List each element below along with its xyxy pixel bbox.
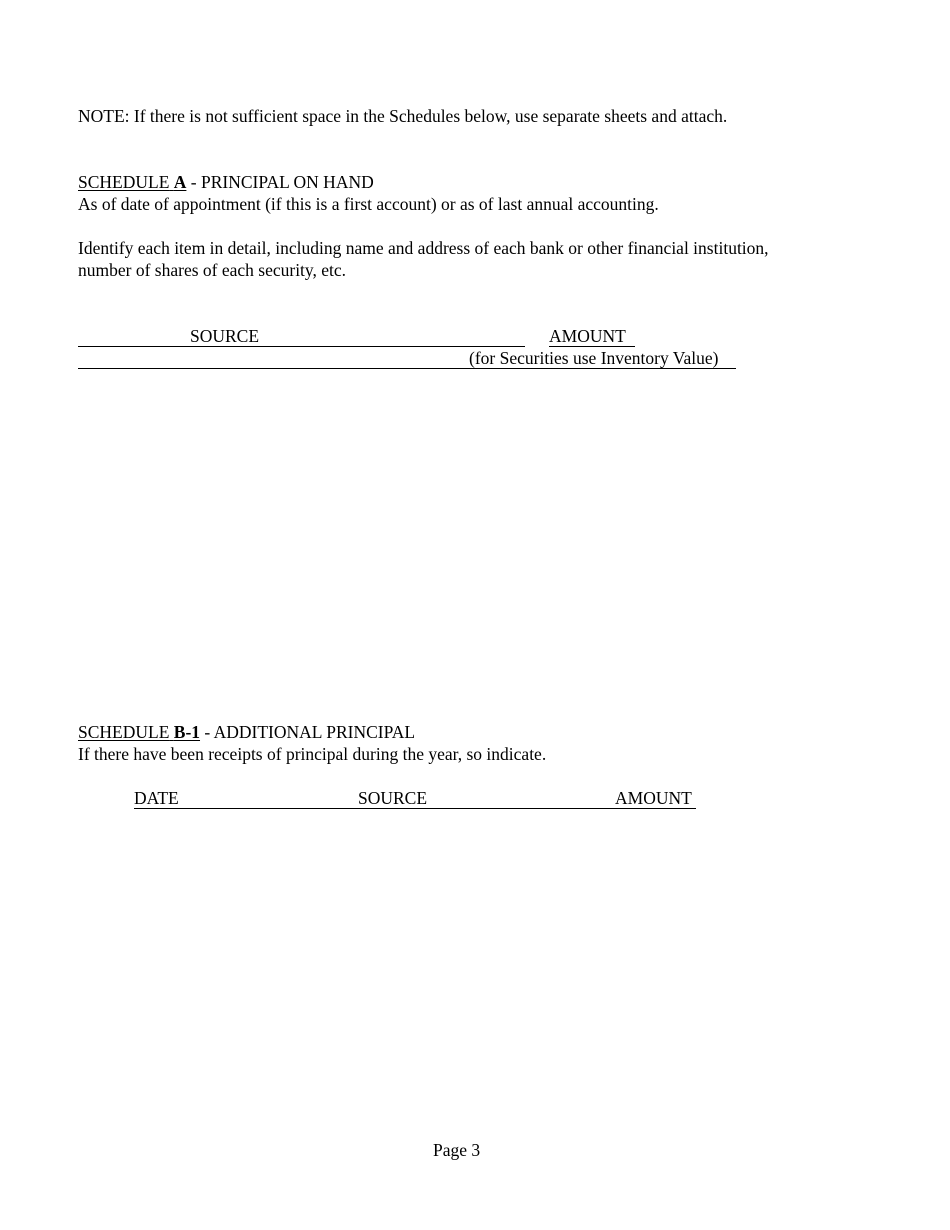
schedule-a-instructions-line1: Identify each item in detail, including name and address of each bank or other financial institution,	[78, 238, 769, 258]
note-text: NOTE: If there is not sufficient space in the Schedules below, use separate sheets and attach.	[78, 106, 728, 126]
schedule-a-bottom-rule	[78, 368, 736, 369]
schedule-a-source-header: SOURCE	[190, 326, 260, 346]
schedule-a-amount-header: AMOUNT	[549, 326, 626, 346]
schedule-b1-label: SCHEDULE B-1	[78, 722, 201, 742]
page-number: Page 3	[433, 1140, 481, 1160]
schedule-b1-heading	[78, 721, 415, 743]
schedule-b1-subtitle: If there have been receipts of principal during the year, so indicate.	[78, 744, 547, 764]
schedule-a-amount-note: (for Securities use Inventory Value)	[469, 348, 719, 368]
schedule-b1-title: - ADDITIONAL PRINCIPAL	[200, 722, 416, 742]
schedule-a-heading	[78, 171, 374, 193]
schedule-b1-date-header: DATE	[134, 788, 179, 808]
schedule-a-label: SCHEDULE A	[78, 172, 187, 192]
schedule-a-source-rule	[78, 346, 525, 347]
schedule-a-title: - PRINCIPAL ON HAND	[186, 172, 374, 192]
schedule-a-subtitle: As of date of appointment (if this is a first account) or as of last annual accounting.	[78, 194, 659, 214]
schedule-b1-amount-header: AMOUNT	[615, 788, 692, 808]
schedule-a-instructions-line2: number of shares of each security, etc.	[78, 260, 347, 280]
schedule-b1-source-header: SOURCE	[358, 788, 428, 808]
schedule-b1-header-rule	[134, 808, 696, 809]
